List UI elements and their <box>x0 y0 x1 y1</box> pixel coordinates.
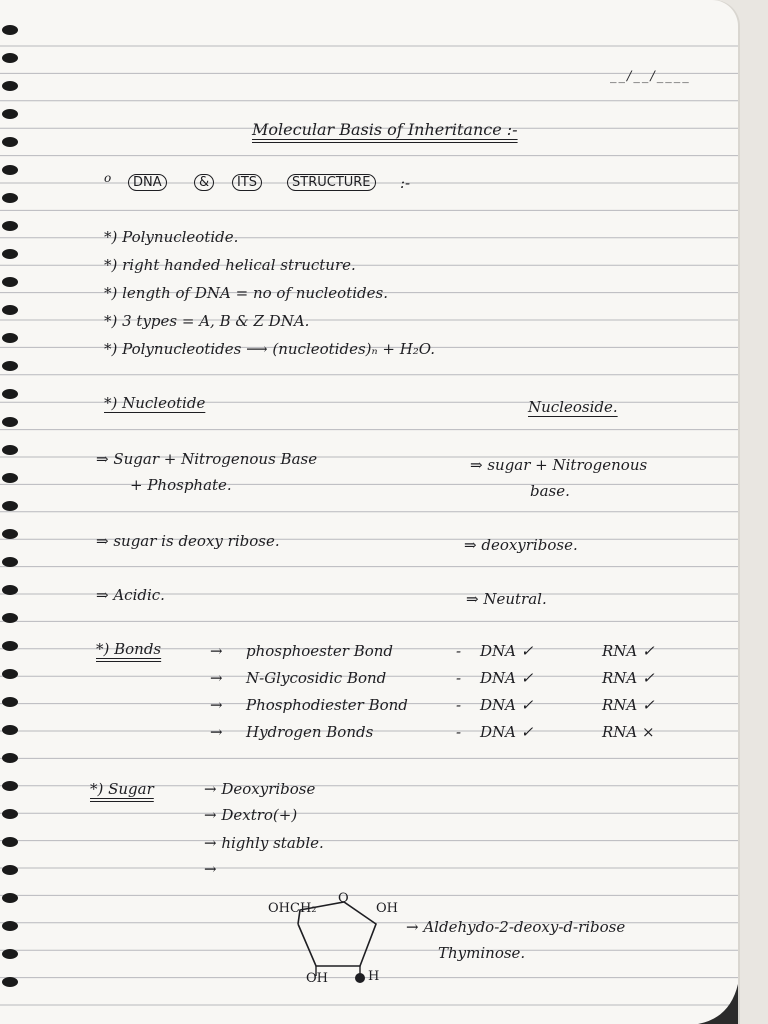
nucleoside-composition-2: base. <box>530 482 570 500</box>
sugar-label: *) Sugar <box>90 780 154 798</box>
sugar-item-4: → <box>204 860 217 878</box>
heading-its: ITS <box>232 174 262 191</box>
nucleotide-heading: *) Nucleotide <box>104 394 206 412</box>
bond-rna: RNA ✓ <box>602 642 655 660</box>
point-3: *) length of DNA = no of nucleotides. <box>104 284 388 302</box>
bond-dna: DNA ✓ <box>480 669 534 687</box>
page-curl <box>698 984 738 1024</box>
bond-rna: RNA ✓ <box>602 696 655 714</box>
nucleoside-heading: Nucleoside. <box>528 398 618 416</box>
bond-name: Hydrogen Bonds <box>246 723 374 741</box>
bond-name: phosphoester Bond <box>246 642 394 660</box>
bond-arrow: → <box>210 723 223 741</box>
heading-structure: STRUCTURE <box>287 174 376 191</box>
bond-dna: DNA ✓ <box>480 696 534 714</box>
ring-name: → Aldehydo-2-deoxy-d-ribose <box>406 918 626 936</box>
ring-o-label: O <box>338 891 349 906</box>
heading-suffix: :- <box>400 174 411 192</box>
nucleotide-composition: ⇒ Sugar + Nitrogenous Base <box>96 450 318 468</box>
bond-name: Phosphodiester Bond <box>246 696 408 714</box>
bond-arrow: → <box>210 642 223 660</box>
bond-dash: - <box>456 723 462 741</box>
nucleoside-nature: ⇒ Neutral. <box>466 590 547 608</box>
sugar-item-3: → highly stable. <box>204 834 324 852</box>
bond-name: N-Glycosidic Bond <box>246 669 387 687</box>
nucleoside-composition: ⇒ sugar + Nitrogenous <box>470 456 648 474</box>
ring-oh-bottom-label: OH <box>306 971 328 986</box>
nucleotide-nature: ⇒ Acidic. <box>96 586 165 604</box>
nucleotide-sugar: ⇒ sugar is deoxy ribose. <box>96 532 280 550</box>
sugar-item-2: → Dextro(+) <box>204 806 298 824</box>
ring-ch2-label: OHCH₂ <box>268 901 317 916</box>
bond-dash: - <box>456 696 462 714</box>
sugar-item-1: → Deoxyribose <box>204 780 316 798</box>
point-2: *) right handed helical structure. <box>104 256 356 274</box>
bond-dash: - <box>456 669 462 687</box>
nucleoside-sugar: ⇒ deoxyribose. <box>464 536 578 554</box>
heading-bullet: o <box>104 171 112 185</box>
ring-h-label: H <box>368 969 380 984</box>
bond-dash: - <box>456 642 462 660</box>
heading-amp: & <box>194 174 214 191</box>
page-title: Molecular Basis of Inheritance :- <box>252 120 518 139</box>
bond-arrow: → <box>210 669 223 687</box>
ring-common-name: Thyminose. <box>438 944 526 962</box>
bonds-label: *) Bonds <box>96 640 162 658</box>
bond-arrow: → <box>210 696 223 714</box>
heading-dna: DNA <box>128 174 167 191</box>
nucleotide-composition-2: + Phosphate. <box>130 476 232 494</box>
bond-dna: DNA ✓ <box>480 723 534 741</box>
date-mark: __/__/____ <box>610 69 691 84</box>
point-5: *) Polynucleotides ⟶ (nucleotides)ₙ + H₂O. <box>104 340 435 358</box>
bond-dna: DNA ✓ <box>480 642 534 660</box>
bond-rna: RNA × <box>602 723 655 741</box>
ink-blot <box>355 973 365 983</box>
point-1: *) Polynucleotide. <box>104 228 239 246</box>
page-curl-shadow <box>698 984 738 1024</box>
ring-oh-right-label: OH <box>376 901 398 916</box>
bond-rna: RNA ✓ <box>602 669 655 687</box>
point-4: *) 3 types = A, B & Z DNA. <box>104 312 310 330</box>
